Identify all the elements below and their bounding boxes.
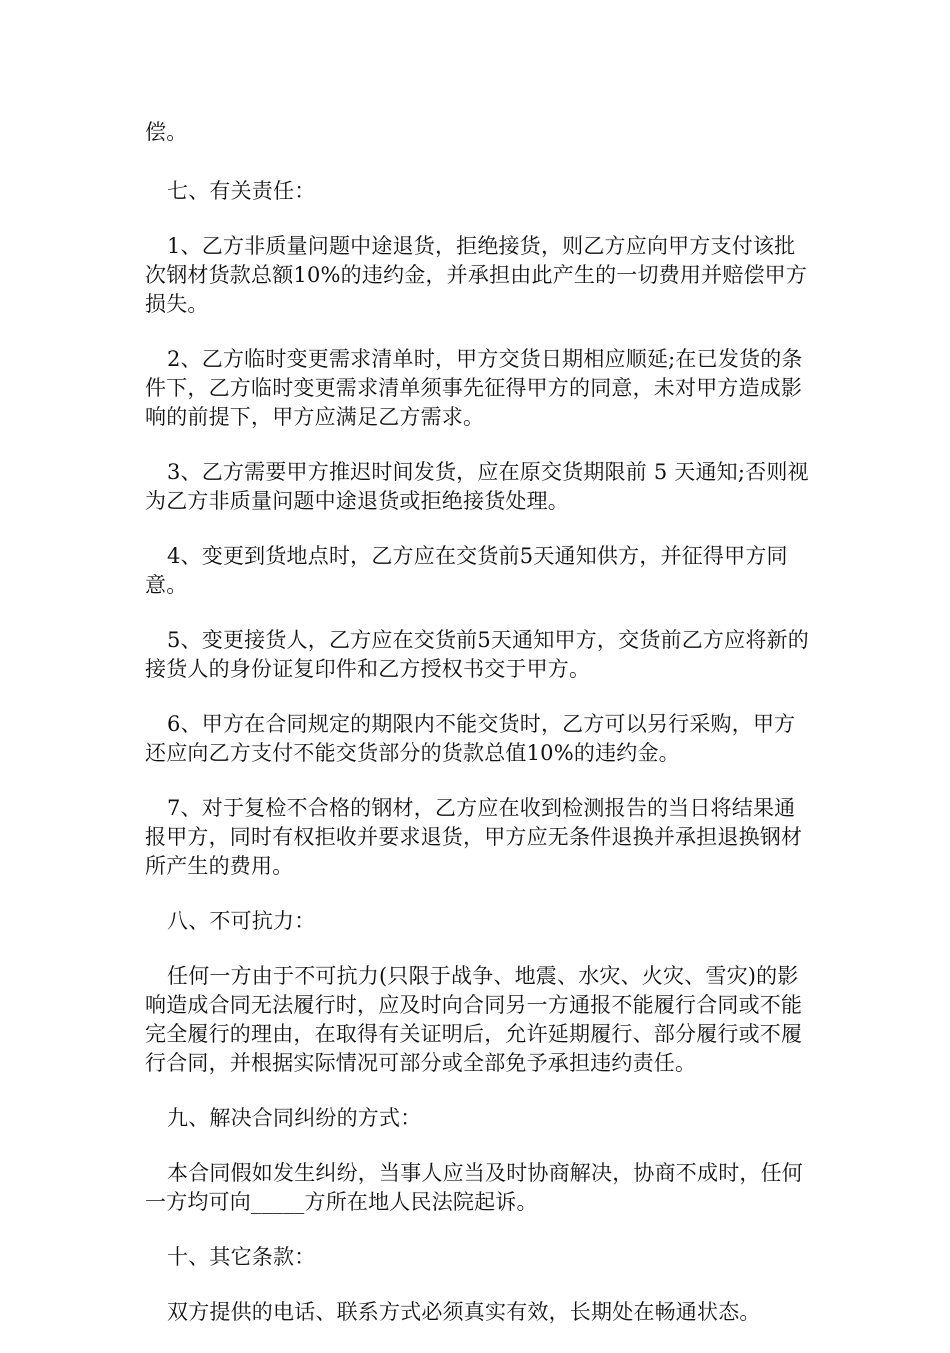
section-7-item-1: 1、乙方非质量问题中途退货，拒绝接货，则乙方应向甲方支付该批次钢材货款总额10%的违约金，并承担由此产生的一切费用并赔偿甲方损失。	[145, 234, 808, 316]
section-10-body: 双方提供的电话、联系方式必须真实有效，长期处在畅通状态。	[167, 1300, 761, 1324]
section-7-item-5: 5、变更接货人，乙方应在交货前5天通知甲方，交货前乙方应将新的接货人的身份证复印件和乙方授权书交于甲方。	[145, 628, 809, 681]
section-8-body: 任何一方由于不可抗力(只限于战争、地震、水灾、火灾、雪灾)的影响造成合同无法履行时，应及时向合同另一方通报不能履行合同或不能完全履行的理由，在取得有关证明后，允许延期履行、部分履行或不履行合同，并根据实际情况可部分或全部免予承担违约责任。	[145, 964, 803, 1075]
continued-text: 偿。	[145, 120, 188, 144]
section-7-item-6: 6、甲方在合同规定的期限内不能交货时，乙方可以另行采购，甲方还应向乙方支付不能交货部分的货款总值10%的违约金。	[145, 712, 796, 765]
section-7-item-2: 2、乙方临时变更需求清单时，甲方交货日期相应顺延;在已发货的条件下，乙方临时变更需求清单须事先征得甲方的同意，未对甲方造成影响的前提下，甲方应满足乙方需求。	[145, 347, 803, 429]
section-9-body: 本合同假如发生纠纷，当事人应当及时协商解决，协商不成时，任何一方均可向_____方所在地人民法院起诉。	[145, 1161, 803, 1214]
section-8-heading: 八、不可抗力：	[167, 909, 316, 933]
section-7-item-7: 7、对于复检不合格的钢材，乙方应在收到检测报告的当日将结果通报甲方，同时有权拒收并要求退货，甲方应无条件退换并承担退换钢材所产生的费用。	[145, 796, 803, 878]
section-10-heading: 十、其它条款：	[167, 1245, 316, 1269]
document-content	[145, 118, 810, 1353]
section-7-heading: 七、有关责任：	[167, 179, 316, 203]
section-9-heading: 九、解决合同纠纷的方式：	[167, 1106, 422, 1130]
section-7-item-4: 4、变更到货地点时，乙方应在交货前5天通知供方，并征得甲方同意。	[145, 544, 788, 597]
section-7-item-3: 3、乙方需要甲方推迟时间发货，应在原交货期限前 5 天通知;否则视为乙方非质量问题中途退货或拒绝接货处理。	[145, 460, 809, 513]
